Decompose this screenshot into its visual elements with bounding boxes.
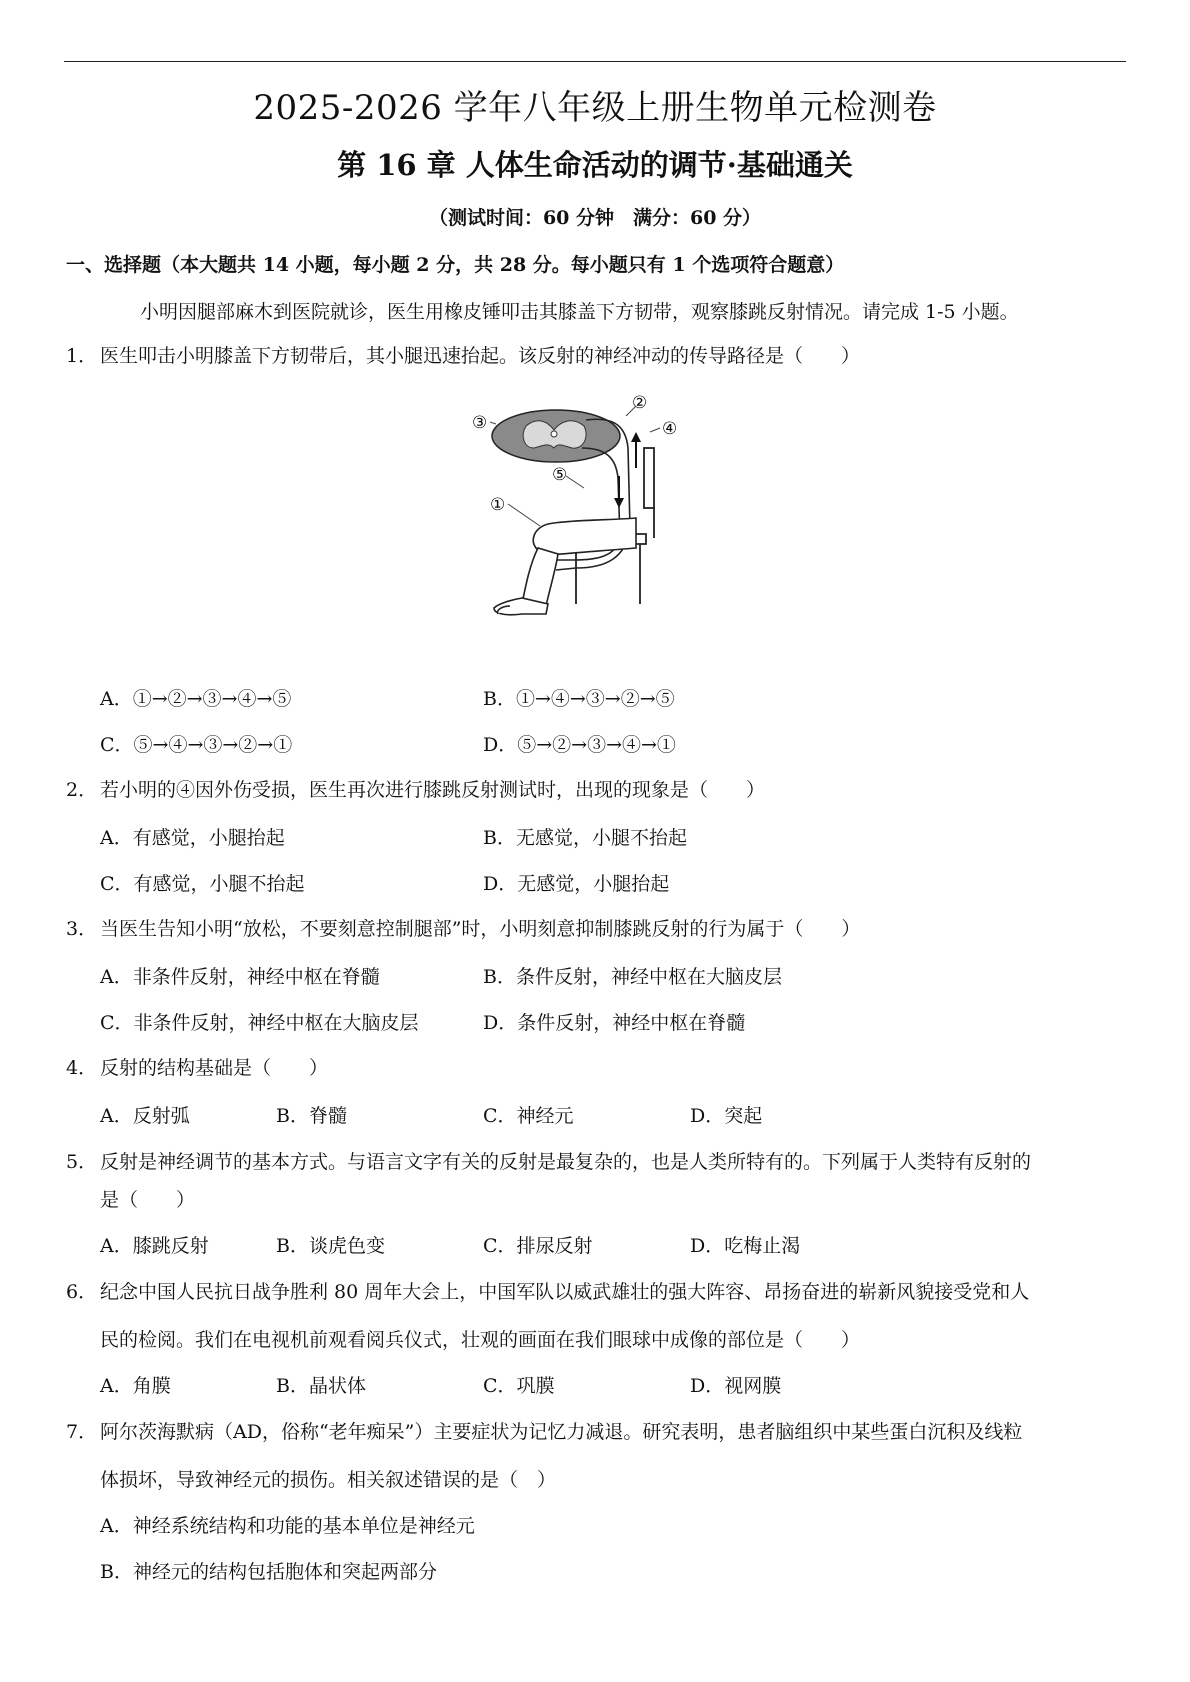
label-4: ④ — [662, 419, 678, 439]
q5-option-c: C．排尿反射 — [483, 1235, 593, 1257]
q2-option-a: A．有感觉，小腿抬起 — [100, 827, 285, 849]
q6-option-b: B．晶状体 — [276, 1375, 366, 1397]
q5-option-b: B．谈虎色变 — [276, 1235, 385, 1257]
q7-option-b: B．神经元的结构包括胞体和突起两部分 — [100, 1561, 437, 1583]
question-3 — [66, 905, 860, 953]
question-stem: 若小明的④因外伤受损，医生再次进行膝跳反射测试时，出现的现象是（ ） — [100, 779, 766, 801]
question-4 — [66, 1044, 328, 1092]
question-number: 5． — [66, 1151, 98, 1173]
label-3: ③ — [472, 413, 488, 433]
label-2: ② — [632, 393, 648, 413]
question-stem: 当医生告知小明“放松，不要刻意控制腿部”时，小明刻意抑制膝跳反射的行为属于（ ） — [100, 918, 861, 940]
question-1 — [66, 332, 860, 380]
q7-option-a: A．神经系统结构和功能的基本单位是神经元 — [100, 1515, 475, 1537]
q6-option-a: A．角膜 — [100, 1375, 171, 1397]
q3-option-a: A．非条件反射，神经中枢在脊髓 — [100, 966, 380, 988]
q3-option-b: B．条件反射，神经中枢在大脑皮层 — [483, 966, 782, 988]
label-5: ⑤ — [552, 465, 568, 485]
question-stem: 反射的结构基础是（ ） — [100, 1057, 329, 1079]
question-stem: 反射是神经调节的基本方式。与语言文字有关的反射是最复杂的，也是人类所特有的。下列属于人类特有反射的 — [100, 1151, 1032, 1173]
q2-option-c: C．有感觉，小腿不抬起 — [100, 873, 305, 895]
question-number: 1． — [66, 345, 98, 367]
spinal-cord-section — [492, 410, 620, 462]
q1-option-b: B．①→④→③→②→⑤ — [483, 688, 675, 710]
test-info: （测试时间：60 分钟 满分：60 分） — [428, 207, 762, 229]
q4-option-a: A．反射弧 — [100, 1105, 190, 1127]
question-stem: 纪念中国人民抗日战争胜利 80 周年大会上，中国军队以威武雄壮的强大阵容、昂扬奋进的崭新风貌接受党和人 — [100, 1281, 1030, 1303]
question-number: 7． — [66, 1421, 98, 1443]
q1-option-d: D．⑤→②→③→④→① — [483, 734, 676, 756]
q6-option-d: D．视网膜 — [690, 1375, 782, 1397]
question-6-continued: 民的检阅。我们在电视机前观看阅兵仪式，壮观的画面在我们眼球中成像的部位是（ ） — [100, 1329, 861, 1351]
question-6 — [66, 1268, 1029, 1316]
chapter-subtitle: 第 16 章 人体生命活动的调节·基础通关 — [337, 148, 853, 182]
section-heading: 一、选择题（本大题共 14 小题，每小题 2 分，共 28 分。每小题只有 1 个选项符合题意） — [66, 254, 845, 276]
question-number: 2． — [66, 779, 98, 801]
q1-option-a: A．①→②→③→④→⑤ — [100, 688, 292, 710]
knee-jerk-reflex-diagram — [472, 393, 732, 624]
q3-option-c: C．非条件反射，神经中枢在大脑皮层 — [100, 1012, 419, 1034]
question-number: 4． — [66, 1057, 98, 1079]
question-5-continued: 是（ ） — [100, 1189, 196, 1211]
leg — [494, 518, 636, 615]
question-stem: 医生叩击小明膝盖下方韧带后，其小腿迅速抬起。该反射的神经冲动的传导路径是（ ） — [100, 345, 861, 367]
q2-option-d: D．无感觉，小腿抬起 — [483, 873, 670, 895]
q3-option-d: D．条件反射，神经中枢在脊髓 — [483, 1012, 746, 1034]
label-1: ① — [490, 495, 506, 515]
question-7 — [66, 1408, 1022, 1456]
q1-option-c: C．⑤→④→③→②→① — [100, 734, 293, 756]
question-5 — [66, 1138, 1031, 1186]
question-number: 6． — [66, 1281, 98, 1303]
q5-option-a: A．膝跳反射 — [100, 1235, 209, 1257]
q4-option-c: C．神经元 — [483, 1105, 574, 1127]
q5-option-d: D．吃梅止渴 — [690, 1235, 801, 1257]
q4-option-d: D．突起 — [690, 1105, 763, 1127]
question-2 — [66, 766, 765, 814]
q2-option-b: B．无感觉，小腿不抬起 — [483, 827, 687, 849]
section-intro: 小明因腿部麻木到医院就诊，医生用橡皮锤叩击其膝盖下方韧带，观察膝跳反射情况。请完成 1-5 小题。 — [140, 301, 1019, 323]
question-number: 3． — [66, 918, 98, 940]
q6-option-c: C．巩膜 — [483, 1375, 555, 1397]
question-stem: 阿尔茨海默病（AD，俗称“老年痴呆”）主要症状为记忆力减退。研究表明，患者脑组织中某些蛋白沉积及线粒 — [100, 1421, 1023, 1443]
q4-option-b: B．脊髓 — [276, 1105, 347, 1127]
question-7-continued: 体损坏，导致神经元的损伤。相关叙述错误的是（ ） — [100, 1469, 557, 1491]
exam-title: 2025-2026 学年八年级上册生物单元检测卷 — [253, 88, 937, 128]
top-rule — [64, 61, 1126, 62]
